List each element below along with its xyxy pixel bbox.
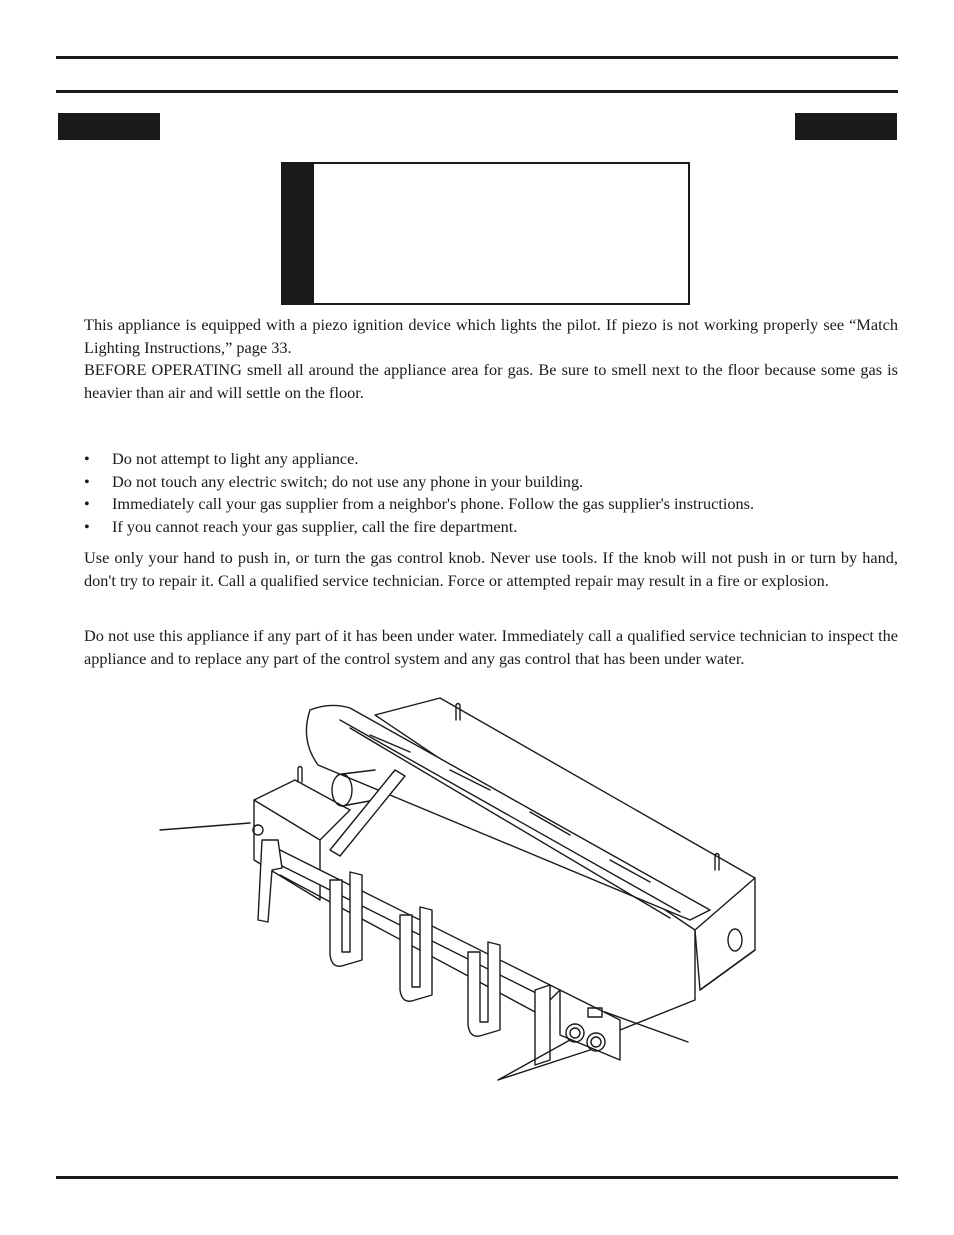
list-item	[84, 448, 898, 471]
left-section-tab	[58, 113, 160, 140]
bullet-text: Immediately call your gas supplier from a neighbor's phone. Follow the gas supplier's instructions.	[112, 494, 755, 514]
footer-rule	[56, 1176, 898, 1179]
knob-instructions-paragraph: Use only your hand to push in, or turn the gas control knob. Never use tools. If the knob will not push in or turn by hand, don't try to repair it. Call a qualified service technician. Force or attempted repair may result in a fire or explosion.	[84, 548, 898, 590]
bullet-symbol: •	[84, 449, 90, 468]
top-pin	[298, 767, 302, 783]
gas-smell-instructions-list	[84, 448, 898, 538]
warning-bar	[283, 164, 314, 303]
header-top-rule	[56, 56, 898, 59]
list-item	[84, 493, 898, 516]
list-item	[84, 516, 898, 539]
bullet-symbol: •	[84, 516, 90, 536]
orifice-cylinder	[332, 774, 352, 806]
grate-leg	[258, 840, 282, 922]
warning-box	[281, 162, 690, 305]
grate-front-rail	[270, 850, 560, 1000]
bullet-text: Do not touch any electric switch; do not use any phone in your building.	[112, 471, 584, 491]
header-bottom-rule	[56, 90, 898, 93]
list-item	[84, 471, 898, 494]
water-damage-paragraph: Do not use this appliance if any part of it has been under water. Immediately call a qualified service technician to inspect the appliance and to replace any part of the control system and any gas control that has been under water.	[84, 626, 898, 668]
bullet-text: If you cannot reach your gas supplier, call the fire department.	[112, 516, 518, 536]
bullet-text: Do not attempt to light any appliance.	[112, 449, 359, 468]
bullet-symbol: •	[84, 471, 90, 491]
pilot-leader-line	[160, 823, 250, 830]
intro-piezo-paragraph: This appliance is equipped with a piezo ignition device which lights the pilot. If piezo is not working properly see “Match Lighting Instructions,” page 33.	[84, 315, 898, 357]
bullet-symbol: •	[84, 494, 90, 514]
intro-before-operating-paragraph: BEFORE OPERATING smell all around the appliance area for gas. Be sure to smell next to the floor because some gas is heavier than air and will settle on the floor.	[84, 360, 898, 402]
right-section-tab	[795, 113, 897, 140]
burner-assembly-illustration	[150, 690, 770, 1100]
